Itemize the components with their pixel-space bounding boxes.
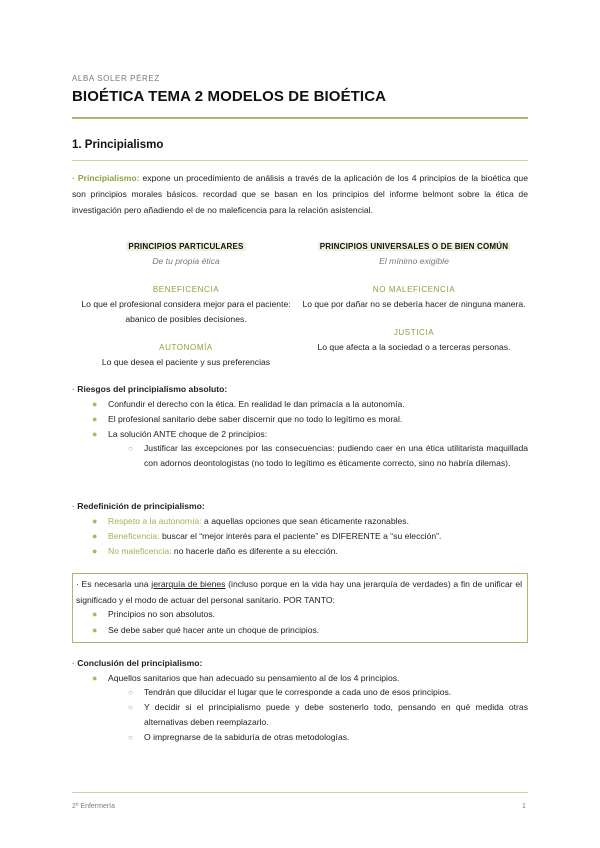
principle-name: NO MALEFICENCIA	[372, 285, 456, 294]
underlined-term: jerarquía de bienes	[151, 579, 226, 589]
section-divider	[72, 160, 528, 161]
conclusion-heading: · Conclusión del principialismo:	[72, 658, 203, 668]
principles-right-column	[301, 239, 527, 355]
page-number: 1	[522, 803, 526, 810]
list-item: ● El profesional sanitario debe saber discernir que no todo lo legítimo es moral.	[108, 412, 528, 427]
bullet-icon: ●	[92, 625, 98, 635]
intro-term: Principialismo:	[77, 173, 140, 183]
list-item: ● Principios no son absolutos.	[108, 607, 528, 622]
bullet-dot: ·	[72, 658, 75, 668]
bullet-icon: ○	[128, 733, 133, 742]
bullet-icon: ●	[92, 399, 98, 409]
bullet-icon: ●	[92, 414, 98, 424]
principles-right-subtitle: El mínimo exigible	[379, 256, 449, 266]
bullet-icon: ●	[92, 609, 98, 619]
list-item: ● Se debe saber qué hacer ante un choque de principios.	[108, 623, 528, 638]
principle-text: Lo que afecta a la sociedad o a terceras personas.	[317, 342, 511, 352]
list-item: ● Respeto a la autonomía: a aquellas opciones que sean éticamente razonables.	[108, 514, 528, 529]
sub-list-item: ○ Justificar las excepciones por las consecuencias: pudiendo caer en una ética utilitarista maquillada con adornos deontologistas (no todo lo legítimo es éticamente correcto, sino no habría dilemas).	[128, 443, 528, 468]
intro-text: expone un procedimiento de análisis a través de la aplicación de los 4 principios de la bioética que son principios morales básicos. recordad que se basan en los principios del informe belmont sobre la ética de investigación pero añadiendo el de no maleficencia para la relación asistencial.	[72, 173, 528, 215]
bullet-icon: ●	[92, 673, 98, 683]
riesgos-heading: · Riesgos del principialismo absoluto:	[72, 384, 228, 394]
section-heading: 1. Principialismo	[72, 139, 164, 151]
sub-list-item: ○ Y decidir si el principialismo puede y debe sostenerlo todo, pensando en qué medida otras alternativas deben reemplazarlo.	[128, 702, 528, 727]
principles-right-header: PRINCIPIOS UNIVERSALES O DE BIEN COMÚN	[319, 242, 509, 251]
list-item: ● Aquellos sanitarios que han adecuado su pensamiento al de los 4 principios.	[108, 671, 528, 686]
principle-name: AUTONOMÍA	[159, 343, 213, 352]
bullet-dot: ·	[72, 501, 75, 511]
list-item: ● No maleficencia: no hacerle daño es diferente a su elección.	[108, 544, 528, 559]
list-item: ● Beneficencia: buscar el “mejor interés para el paciente” es DIFERENTE a “su elección”.	[108, 529, 528, 544]
list-item: ● La solución ANTE choque de 2 principios:	[108, 427, 528, 442]
intro-paragraph	[72, 170, 528, 218]
principle-text: Lo que por dañar no se debería hacer de ninguna manera.	[302, 299, 526, 309]
bullet-icon: ●	[92, 429, 98, 439]
bullet-icon: ○	[128, 703, 133, 712]
bullet-dot: ·	[72, 384, 75, 394]
principle-text: Lo que el profesional considera mejor para el paciente: abanico de posibles decisiones.	[81, 299, 291, 324]
redefinicion-heading: · Redefinición de principialismo:	[72, 501, 205, 511]
document-title: BIOÉTICA TEMA 2 MODELOS DE BIOÉTICA	[72, 88, 387, 105]
principle-text: Lo que desea el paciente y sus preferencias	[101, 357, 271, 367]
bullet-icon: ○	[128, 444, 133, 453]
bullet-icon: ●	[92, 531, 98, 541]
bullet-icon: ○	[128, 688, 133, 697]
title-divider	[72, 117, 528, 119]
principles-left-subtitle: De tu propia ética	[152, 256, 220, 266]
box-paragraph: · Es necesaria una jerarquía de bienes (incluso porque en la vida hay una jerarquía de verdades) a fin de unificar el significado y el modo de actuar del personal sanitario. POR TANTO:	[76, 579, 523, 605]
footer-course: 2º Enfermería	[72, 803, 116, 810]
principle-name: BENEFICENCIA	[152, 285, 220, 294]
principles-left-header: PRINCIPIOS PARTICULARES	[128, 242, 244, 251]
list-item: ● Confundir el derecho con la ética. En realidad le dan primacía a la autonomía.	[108, 397, 528, 412]
principles-left-column	[76, 239, 296, 370]
sub-list-item: ○ Tendrán que dilucidar el lugar que le corresponde a cada uno de esos principios.	[144, 685, 528, 700]
author-name: ALBA SOLER PÉREZ	[72, 74, 160, 83]
bullet-dot: ·	[72, 173, 75, 183]
sub-list-item: ○ O impregnarse de la sabiduría de otras metodologías.	[144, 730, 528, 745]
footer-divider	[72, 792, 528, 793]
bullet-icon: ●	[92, 546, 98, 556]
principle-name: JUSTICIA	[393, 328, 435, 337]
bullet-icon: ●	[92, 516, 98, 526]
